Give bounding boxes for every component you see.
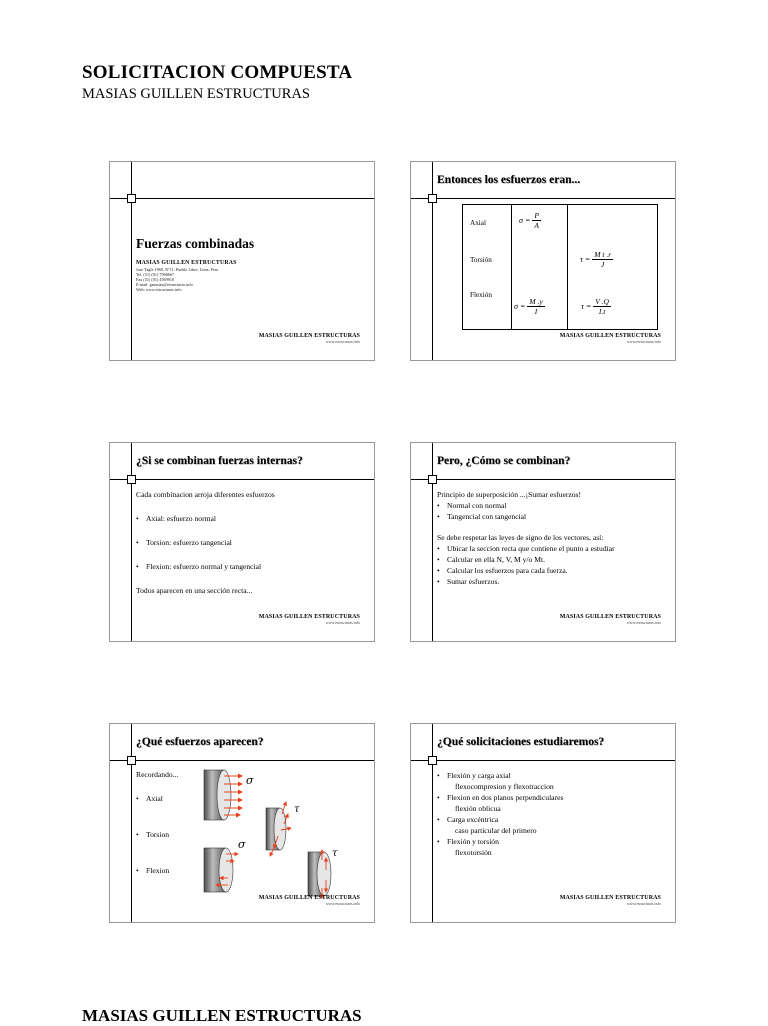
bullet-item: • Flexion: esfuerzo normal y tangencial (136, 561, 368, 572)
corner-marker (428, 194, 437, 203)
corner-marker (127, 194, 136, 203)
slide-footer (560, 895, 661, 906)
tau-symbol: τ (332, 848, 338, 859)
axial-cylinder-drawing (204, 770, 254, 820)
slide-fuerzas-combinadas (109, 161, 375, 361)
formula-denominator: J (601, 260, 605, 269)
bullet-item: • Axial (136, 793, 368, 804)
slide-body (437, 770, 669, 858)
body-closing: Todos aparecen en una sección recta... (136, 586, 253, 595)
bullet-item: • Calcular en ella N, V, M y/o Mt. (437, 554, 669, 565)
footer-brand: MASIAS GUILLEN ESTRUCTURAS (258, 614, 360, 620)
footer-web: www.estructuras.info (325, 339, 360, 344)
row-label-torsion: Torsión (470, 256, 492, 264)
footer-brand: MASIAS GUILLEN ESTRUCTURAS (559, 333, 661, 339)
body-intro: Cada combinacion arroja diferentes esfuerzos (136, 490, 275, 499)
slide-vertical-rule (131, 724, 132, 922)
slide-esfuerzos-eran (410, 161, 676, 361)
body-intro: Principio de superposición ...¡Sumar esfuerzos! (437, 490, 582, 499)
footer-web: www.estructuras.info (325, 901, 360, 906)
slide-horizontal-rule (411, 479, 675, 480)
formula-lhs: τ = (580, 255, 591, 264)
slide-footer (259, 333, 360, 344)
slide-footer (560, 333, 661, 344)
bullet-item: • Sumar esfuerzos. (437, 576, 669, 587)
footer-brand: MASIAS GUILLEN ESTRUCTURAS (559, 895, 661, 901)
slide-horizontal-rule (110, 479, 374, 480)
contact-line: Fax (51) (01) 4569910 (136, 277, 175, 282)
slide-body (437, 489, 669, 587)
footer-brand: MASIAS GUILLEN ESTRUCTURAS (258, 895, 360, 901)
slide-vertical-rule (432, 443, 433, 641)
document-title: SOLICITACION COMPUESTA (82, 62, 353, 83)
footer-web: www.estructuras.info (325, 620, 360, 625)
formula-flexion-normal (514, 297, 545, 316)
formula-denominator: I (534, 307, 538, 316)
body-intro-2: Se debe respetar las leyes de signo de los vectores, así: (437, 533, 604, 542)
stress-table (462, 204, 658, 330)
slide-footer (259, 614, 360, 625)
row-label-axial: Axial (470, 219, 486, 227)
stress-diagrams (198, 764, 368, 904)
contact-line: Jose Tagle 1968, N°11, Pueblo Libre, Lima, Peru (136, 267, 219, 272)
bullet-subitem: caso particular del primero (455, 826, 537, 835)
footer-web: www.estructuras.info (626, 339, 661, 344)
formula-lhs: σ = (519, 216, 531, 225)
slide-combinan-fuerzas (109, 442, 375, 642)
bullet-item: • Flexion (136, 865, 368, 876)
slide-vertical-rule (432, 162, 433, 360)
corner-marker (428, 475, 437, 484)
flexion-cylinder-drawing (204, 838, 246, 892)
bullet-item: • Calcular los esfuerzos para cada fuerza. (437, 565, 669, 576)
slide-title: ¿Qué esfuerzos aparecen? (136, 736, 264, 748)
slide-title: ¿Qué solicitaciones estudiaremos? (437, 736, 605, 748)
bullet-item: • Torsion (136, 829, 368, 840)
contact-line: E-mail: gmasias@estructuras.info (136, 282, 193, 287)
table-divider (567, 205, 568, 329)
shear-cylinder-drawing (308, 848, 338, 898)
formula-denominator: I.t (598, 307, 606, 316)
contact-info (136, 267, 218, 292)
corner-marker (127, 475, 136, 484)
formula-numerator: V .Q (595, 297, 609, 306)
body-intro: Recordando... (136, 770, 179, 779)
document-subtitle: MASIAS GUILLEN ESTRUCTURAS (82, 86, 310, 102)
torsion-cylinder-drawing (266, 802, 300, 856)
slide-footer (560, 614, 661, 625)
bullet-item: • Normal con normal (437, 500, 669, 511)
slide-body (136, 489, 368, 596)
bullet-item: • Flexión y carga axial (437, 770, 669, 781)
footer-brand: MASIAS GUILLEN ESTRUCTURAS (559, 614, 661, 620)
footer-web: www.estructuras.info (626, 620, 661, 625)
corner-marker (127, 756, 136, 765)
table-divider (511, 205, 512, 329)
bullet-subitem: flexión oblicua (455, 804, 501, 813)
formula-numerator: M t .r (594, 250, 612, 259)
bullet-item: • Flexión y torsión (437, 836, 669, 847)
formula-flexion-shear (581, 297, 611, 316)
formula-torsion (580, 250, 613, 269)
contact-line: Web: www.estructuras.info (136, 287, 182, 292)
row-label-flexion: Flexión (470, 291, 492, 299)
slide-brand: MASIAS GUILLEN ESTRUCTURAS (136, 260, 237, 266)
formula-lhs: σ = (514, 302, 526, 311)
sigma-symbol: σ (246, 774, 254, 787)
bullet-subitem: flexotorsión (455, 848, 492, 857)
slide-vertical-rule (131, 162, 132, 360)
document-footer: MASIAS GUILLEN ESTRUCTURAS (82, 1006, 362, 1025)
slide-vertical-rule (131, 443, 132, 641)
tau-symbol: τ (294, 804, 300, 815)
bullet-item: • Torsion: esfuerzo tangencial (136, 537, 368, 548)
slide-esfuerzos-aparecen (109, 723, 375, 923)
slide-title: Fuerzas combinadas (136, 236, 255, 251)
formula-axial (519, 211, 541, 230)
bullet-item: • Flexion en dos planos perpendiculares (437, 792, 669, 803)
formula-numerator: M .y (529, 297, 543, 306)
corner-marker (428, 756, 437, 765)
bullet-item: • Axial: esfuerzo normal (136, 513, 368, 524)
slide-como-combinan (410, 442, 676, 642)
footer-brand: MASIAS GUILLEN ESTRUCTURAS (258, 333, 360, 339)
slide-horizontal-rule (411, 760, 675, 761)
sigma-symbol: σ (238, 838, 246, 851)
slide-horizontal-rule (110, 198, 374, 199)
slide-solicitaciones-estudiaremos (410, 723, 676, 923)
bullet-item: • Ubicar la seccion recta que contiene el punto a estudiar (437, 543, 669, 554)
slide-footer (259, 895, 360, 906)
footer-web: www.estructuras.info (626, 901, 661, 906)
formula-lhs: τ = (581, 302, 592, 311)
slide-title: Entonces los esfuerzos eran... (437, 174, 581, 186)
contact-line: Tel. (51) (01) 7968667 (136, 272, 175, 277)
formula-denominator: A (534, 221, 539, 230)
slide-horizontal-rule (110, 760, 374, 761)
slide-vertical-rule (432, 724, 433, 922)
slide-title: ¿Si se combinan fuerzas internas? (136, 455, 303, 467)
bullet-subitem: flexocompresion y flexotraccion (455, 782, 554, 791)
slide-horizontal-rule (411, 198, 675, 199)
slide-title: Pero, ¿Cómo se combinan? (437, 455, 571, 467)
formula-numerator: P (534, 211, 539, 220)
bullet-item: • Carga excéntrica (437, 814, 669, 825)
bullet-item: • Tangencial con tangencial (437, 511, 669, 522)
